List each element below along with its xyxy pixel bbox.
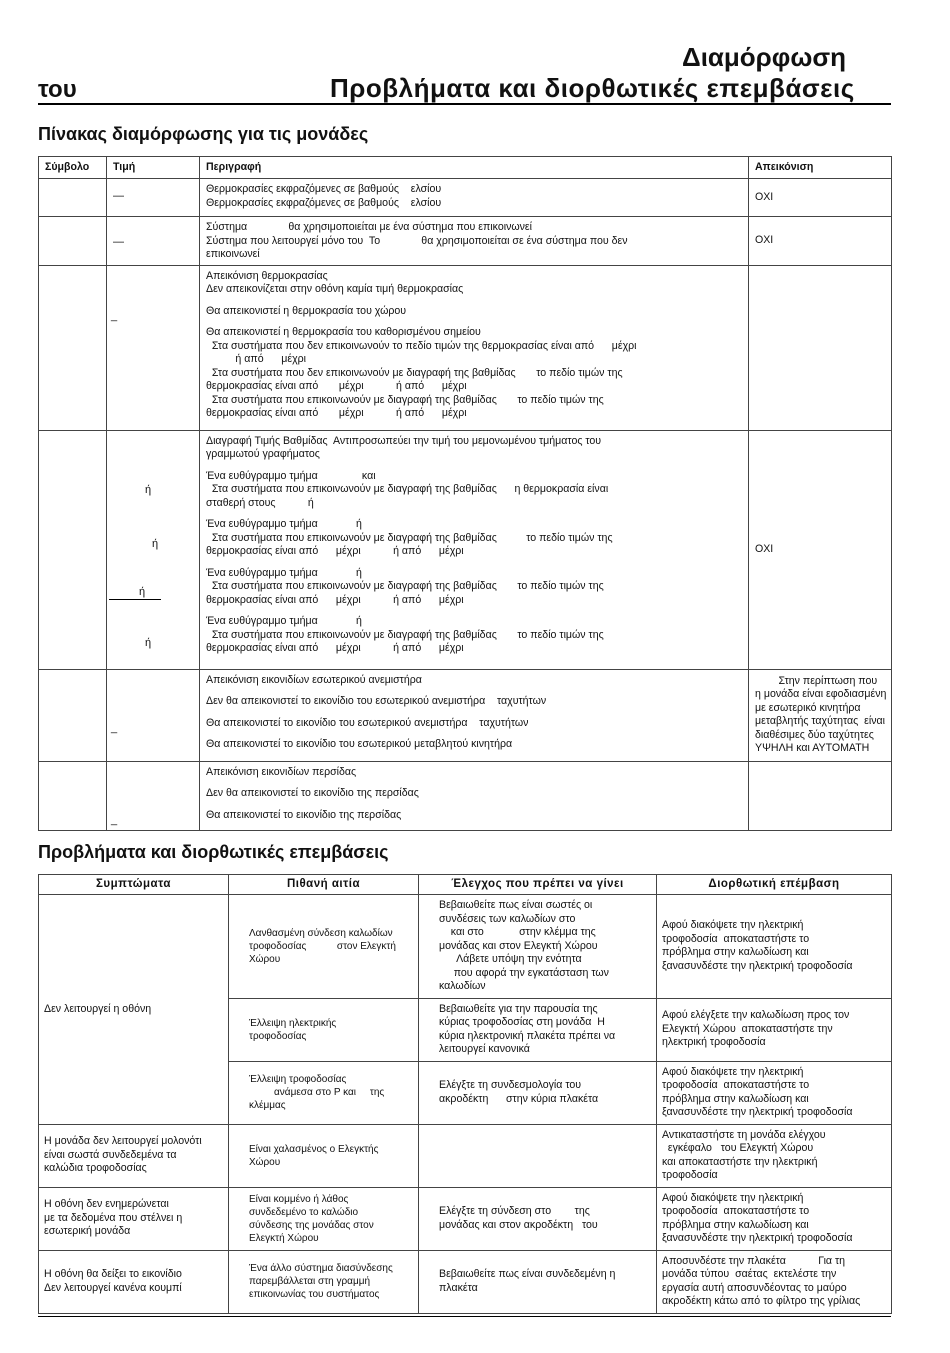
text-line: Αφού διακόψετε την ηλεκτρική — [662, 1191, 804, 1204]
description-cell — [200, 179, 749, 217]
section-title-config: Πίνακας διαμόρφωσης για τις μονάδες — [38, 124, 369, 144]
value-mark: — — [113, 236, 124, 248]
column-header: Συμπτώματα — [39, 875, 229, 895]
symbol-cell — [39, 430, 107, 669]
description-cell — [200, 265, 749, 430]
column-header: Διορθωτική επέμβαση — [657, 875, 892, 895]
text-line: Χώρου — [249, 1156, 281, 1168]
description-paragraph — [206, 326, 742, 421]
text-line: ΟΧΙ — [755, 234, 774, 246]
text-line: Αφού ελέγξετε την καλωδίωση προς τον — [662, 1009, 850, 1022]
text-line: Ένα άλλο σύστημα διασύνδεσης — [249, 1263, 393, 1274]
description-cell — [200, 669, 749, 761]
description-paragraph — [206, 270, 742, 297]
value-cell — [107, 179, 200, 217]
column-header: Τιμή — [107, 157, 200, 179]
description-paragraph — [206, 695, 742, 709]
text-line: Ένα ευθύγραμμο τμήμα ή — [206, 566, 362, 579]
text-line: Ένα ευθύγραμμο τμήμα ή — [206, 518, 362, 530]
text-line: ακροδέκτη κάτω από το φίλτρο της γρίλιας — [662, 1295, 861, 1307]
fix-cell — [657, 1061, 892, 1124]
column-header: Περιγραφή — [200, 157, 749, 179]
config-row — [39, 179, 892, 217]
column-header: Έλεγχος που πρέπει να γίνει — [419, 875, 657, 895]
text-line: Βεβαιωθείτε για την παρουσία της — [439, 1002, 598, 1015]
text-line: Λάβετε υπόψη την ενότητα — [439, 953, 582, 965]
cause-cell — [229, 998, 419, 1061]
troubleshooting-table-header — [39, 875, 892, 895]
text-line: τροφοδοσία αποκαταστήστε το — [662, 932, 810, 945]
cause-cell — [229, 1124, 419, 1187]
text-line: Δεν λειτουργεί κανένα κουμπί — [44, 1281, 182, 1294]
symbol-cell — [39, 179, 107, 217]
text-line: τροφοδοσίας — [249, 1030, 307, 1042]
text-line: μονάδα τύπου σαέτας εκτελέστε την — [662, 1268, 837, 1280]
text-line: Αφού διακόψετε την ηλεκτρική — [662, 1065, 804, 1078]
value-mark: ή — [152, 537, 159, 550]
text-line: πλακέτα — [439, 1281, 478, 1294]
text-line: γραμμωτού γραφήματος — [206, 448, 320, 460]
troubleshooting-row — [39, 1124, 892, 1187]
cause-cell — [229, 1187, 419, 1250]
text-line: Αφού διακόψετε την ηλεκτρική — [662, 919, 804, 932]
header-title-left: του — [38, 76, 77, 103]
text-line: ή από μέχρι — [206, 353, 307, 365]
troubleshooting-table — [38, 874, 892, 1314]
text-line: συνδεδεμένο το καλώδιο — [249, 1206, 359, 1218]
text-line: θερμοκρασίας είναι από μέχρι ή από μέχρι — [206, 593, 464, 606]
text-line: είναι σωστά συνδεδεμένα τα — [44, 1148, 177, 1161]
description-paragraph — [206, 787, 742, 801]
text-line: Βεβαιωθείτε πως είναι σωστές οι — [439, 899, 593, 911]
text-line: Θερμοκρασίες εκφραζόμενες σε βαθμούς ελσίου — [206, 183, 442, 195]
text-line: πρόβλημα στην καλωδίωση και — [662, 1092, 809, 1105]
header-subtitle: Προβλήματα και διορθωτικές επεμβάσεις — [330, 73, 855, 103]
text-line: Αντικαταστήστε τη μονάδα ελέγχου — [662, 1128, 826, 1141]
text-line: λειτουργεί κανονικά — [439, 1043, 530, 1055]
text-line: και αποκαταστήστε την ηλεκτρική — [662, 1155, 818, 1168]
text-line: Στα συστήματα που επικοινωνούν με διαγραφή της βαθμίδας το πεδίο τιμών της — [206, 628, 604, 641]
symptom-cell — [39, 895, 229, 1125]
check-cell — [419, 895, 657, 999]
text-line: Η μονάδα δεν λειτουργεί μολονότι — [44, 1135, 202, 1148]
config-row — [39, 669, 892, 761]
troubleshooting-row — [39, 895, 892, 999]
fix-cell — [657, 895, 892, 999]
text-line: Η οθόνη δεν ενημερώνεται — [44, 1198, 169, 1211]
description-paragraph — [206, 717, 742, 731]
text-line: ΟΧΙ — [755, 542, 774, 555]
check-cell — [419, 1124, 657, 1187]
text-line: Χώρου — [249, 953, 281, 965]
description-paragraph — [206, 738, 742, 752]
fix-cell — [657, 1187, 892, 1250]
symbol-cell — [39, 217, 107, 266]
text-line: ΟΧΙ — [755, 190, 774, 203]
config-row — [39, 265, 892, 430]
fix-cell — [657, 1124, 892, 1187]
display-cell — [749, 265, 892, 430]
text-line: τροφοδοσία αποκαταστήστε το — [662, 1079, 810, 1091]
text-line: κύριας τροφοδοσίας στη μονάδα Η — [439, 1016, 605, 1028]
text-line: Θα απεικονιστεί το εικονίδιο του εσωτερικού ανεμιστήρα ταχυτήτων — [206, 716, 529, 729]
check-cell — [419, 1061, 657, 1124]
text-line: ανάμεσα στο P και της — [249, 1087, 385, 1098]
symbol-cell — [39, 669, 107, 761]
text-line: Σύστημα θα χρησιμοποιείται με ένα σύστημα που επικοινωνεί — [206, 221, 533, 233]
footer-rule — [38, 1316, 891, 1317]
description-paragraph — [206, 809, 742, 823]
value-cell — [107, 430, 200, 669]
display-cell — [749, 430, 892, 669]
text-line: μονάδας και στον Ελεγκτή Χώρου — [439, 939, 598, 952]
text-line: Ένα ευθύγραμμο τμήμα και — [206, 469, 376, 482]
text-line: επικοινωνεί — [206, 248, 260, 260]
text-line: Η οθόνη θα δείξει το εικονίδιο — [44, 1268, 182, 1280]
fix-cell — [657, 1250, 892, 1313]
text-line: σταθερή στους ή — [206, 496, 314, 509]
display-cell — [749, 179, 892, 217]
text-line: μεταβλητής ταχύτητας είναι — [755, 715, 885, 727]
description-cell — [200, 217, 749, 266]
text-line: πρόβλημα στην καλωδίωση και — [662, 946, 809, 959]
value-mark: _ — [111, 813, 118, 826]
text-line: Στα συστήματα που επικοινωνούν με διαγραφή της βαθμίδας το πεδίο τιμών της — [206, 393, 604, 406]
text-line: συνδέσεις των καλωδίων στο — [439, 912, 576, 925]
header-rule — [38, 103, 891, 105]
text-line: θερμοκρασίας είναι από μέχρι ή από μέχρι — [206, 545, 464, 557]
text-line: Ελέγξτε τη συνδεσμολογία του — [439, 1079, 582, 1091]
display-cell — [749, 669, 892, 761]
description-cell — [200, 430, 749, 669]
text-line: με τα δεδομένα που στέλνει η — [44, 1211, 183, 1224]
text-line: θερμοκρασίας είναι από μέχρι ή από μέχρι — [206, 407, 467, 419]
text-line: κλέμμας — [249, 1100, 286, 1111]
text-line: ξανασυνδέστε την ηλεκτρική τροφοδοσία — [662, 1106, 853, 1118]
text-line: Δεν θα απεικονιστεί το εικονίδιο του εσωτερικού ανεμιστήρα ταχυτήτων — [206, 695, 547, 707]
value-mark: ή — [109, 586, 161, 601]
text-line: Στα συστήματα που επικοινωνούν με διαγραφή της βαθμίδας η θερμοκρασία είναι — [206, 483, 609, 495]
text-line: τροφοδοσία — [662, 1169, 718, 1181]
value-cell — [107, 265, 200, 430]
text-line: Στα συστήματα που επικοινωνούν με διαγραφή της βαθμίδας το πεδίο τιμών της — [206, 580, 604, 592]
text-line: κύρια ηλεκτρονική πλακέτα πρέπει να — [439, 1029, 616, 1042]
cause-cell — [229, 895, 419, 999]
text-line: Δεν απεικονίζεται στην οθόνη καμία τιμή θερμοκρασίας — [206, 283, 464, 295]
text-line: που αφορά την εγκατάσταση των — [439, 966, 609, 979]
value-mark: ή — [145, 636, 152, 649]
text-line: Σύστημα που λειτουργεί μόνο του Το θα χρησιμοποιείται σε ένα σύστημα που δεν — [206, 234, 628, 247]
text-line: τροφοδοσία αποκαταστήστε το — [662, 1205, 810, 1217]
section-title-troubleshooting: Προβλήματα και διορθωτικές επεμβάσεις — [38, 842, 389, 862]
text-line: Έλλειψη ηλεκτρικής — [249, 1017, 337, 1029]
text-line: Στην περίπτωση που — [755, 674, 878, 687]
fix-cell — [657, 998, 892, 1061]
description-cell — [200, 761, 749, 830]
text-line: Στα συστήματα που δεν επικοινωνούν με διαγραφή της βαθμίδας το πεδίο τιμών της — [206, 366, 623, 379]
text-line: Θα απεικονιστεί η θερμοκρασία του καθορισμένου σημείου — [206, 326, 481, 338]
text-line: επικοινωνίας του συστήματος — [249, 1289, 380, 1300]
header-title: Διαμόρφωση — [682, 42, 846, 72]
text-line: Θα απεικονιστεί το εικονίδιο της περσίδας — [206, 808, 402, 821]
text-line: διαθέσιμες δύο ταχύτητες — [755, 728, 874, 741]
text-line: εσωτερική μονάδα — [44, 1225, 131, 1238]
text-line: με εσωτερικό κινητήρα — [755, 701, 861, 714]
text-line: Θα απεικονιστεί η θερμοκρασία του χώρου — [206, 304, 407, 317]
config-row — [39, 217, 892, 266]
text-line: Απεικόνιση θερμοκρασίας — [206, 269, 328, 282]
symptom-cell — [39, 1124, 229, 1187]
symbol-cell — [39, 265, 107, 430]
description-paragraph — [206, 674, 742, 688]
cause-cell — [229, 1250, 419, 1313]
text-line: η μονάδα είναι εφοδιασμένη — [755, 688, 887, 700]
text-line: θερμοκρασίας είναι από μέχρι ή από μέχρι — [206, 380, 467, 392]
description-paragraph — [206, 470, 742, 511]
text-line: Βεβαιωθείτε πως είναι συνδεδεμένη η — [439, 1268, 616, 1280]
value-cell — [107, 669, 200, 761]
description-paragraph — [206, 183, 742, 210]
text-line: ηλεκτρική τροφοδοσία — [662, 1036, 766, 1049]
description-paragraph — [206, 221, 742, 262]
column-header: Σύμβολο — [39, 157, 107, 179]
value-cell — [107, 761, 200, 830]
config-table-header — [39, 157, 892, 179]
value-mark: _ — [111, 721, 118, 734]
text-line: Λανθασμένη σύνδεση καλωδίων — [249, 927, 393, 939]
troubleshooting-row — [39, 1187, 892, 1250]
text-line: Στα συστήματα που δεν επικοινωνούν το πεδίο τιμών της θερμοκρασίας είναι από μέχρι — [206, 339, 637, 352]
column-header: Απεικόνιση — [749, 157, 892, 179]
text-line: Είναι κομμένο ή λάθος — [249, 1193, 349, 1205]
description-paragraph — [206, 615, 742, 656]
text-line: πρόβλημα στην καλωδίωση και — [662, 1218, 809, 1231]
column-header: Πιθανή αιτία — [229, 875, 419, 895]
text-line: παρεμβάλλεται στη γραμμή — [249, 1276, 371, 1287]
troubleshooting-row — [39, 1250, 892, 1313]
description-paragraph — [206, 766, 742, 780]
symbol-cell — [39, 761, 107, 830]
text-line: ξανασυνδέστε την ηλεκτρική τροφοδοσία — [662, 1232, 853, 1244]
text-line: Διαγραφή Τιμής Βαθμίδας Αντιπροσωπεύει την τιμή του μεμονωμένου τμήματος του — [206, 434, 602, 447]
description-paragraph — [206, 518, 742, 559]
text-line: ξανασυνδέστε την ηλεκτρική τροφοδοσία — [662, 959, 853, 972]
text-line: Στα συστήματα που επικοινωνούν με διαγραφή της βαθμίδας το πεδίο τιμών της — [206, 531, 613, 544]
text-line: μονάδας και στον ακροδέκτη του — [439, 1218, 598, 1231]
text-line: καλωδίων — [439, 980, 486, 992]
value-cell — [107, 217, 200, 266]
text-line: τροφοδοσίας στον Ελεγκτή — [249, 940, 396, 952]
display-cell — [749, 217, 892, 266]
description-paragraph — [206, 435, 742, 462]
text-line: Αποσυνδέστε την πλακέτα Για τη — [662, 1254, 846, 1267]
text-line: καλώδια τροφοδοσίας — [44, 1162, 147, 1175]
text-line: εγκέφαλο του Ελεγκτή Χώρου — [662, 1142, 814, 1154]
text-line: Ελεγκτή Χώρου — [249, 1232, 319, 1244]
text-line: Θα απεικονιστεί το εικονίδιο του εσωτερικού μεταβλητού κινητήρα — [206, 738, 513, 750]
display-cell — [749, 761, 892, 830]
text-line: Απεικόνιση εικονιδίων εσωτερικού ανεμιστήρα — [206, 673, 422, 686]
text-line: και στο στην κλέμμα της — [439, 926, 596, 938]
text-line: Έλλειψη τροφοδοσίας — [249, 1074, 347, 1085]
check-cell — [419, 1187, 657, 1250]
text-line: εργασία αυτή αποσυνδέοντας το μαύρο — [662, 1281, 847, 1294]
text-line: Ένα ευθύγραμμο τμήμα ή — [206, 615, 362, 627]
description-paragraph — [206, 567, 742, 608]
text-line: Δεν λειτουργεί η οθόνη — [44, 1002, 152, 1015]
value-mark: — — [113, 190, 124, 202]
text-line: Είναι χαλασμένος ο Ελεγκτής — [249, 1143, 379, 1155]
value-mark: ή — [145, 483, 152, 496]
text-line: Θερμοκρασίες εκφραζόμενες σε βαθμούς ελσίου — [206, 196, 442, 209]
config-row — [39, 761, 892, 830]
description-paragraph — [206, 305, 742, 319]
text-line: θερμοκρασίας είναι από μέχρι ή από μέχρι — [206, 642, 464, 654]
value-mark: _ — [111, 309, 118, 322]
text-line: ΥΨΗΛΗ και ΑΥΤΟΜΑΤΗ — [755, 742, 870, 754]
text-line: Δεν θα απεικονιστεί το εικονίδιο της περσίδας — [206, 787, 419, 799]
check-cell — [419, 1250, 657, 1313]
symptom-cell — [39, 1187, 229, 1250]
text-line: σύνδεσης της μονάδας στον — [249, 1219, 374, 1231]
check-cell — [419, 998, 657, 1061]
cause-cell — [229, 1061, 419, 1124]
text-line: Απεικόνιση εικονιδίων περσίδας — [206, 765, 357, 778]
symptom-cell — [39, 1250, 229, 1313]
text-line: Ελεγκτή Χώρου αποκαταστήστε την — [662, 1022, 833, 1035]
text-line: ακροδέκτη στην κύρια πλακέτα — [439, 1092, 599, 1105]
config-table — [38, 156, 892, 831]
text-line: Ελέγξτε τη σύνδεση στο της — [439, 1205, 590, 1217]
config-row — [39, 430, 892, 669]
